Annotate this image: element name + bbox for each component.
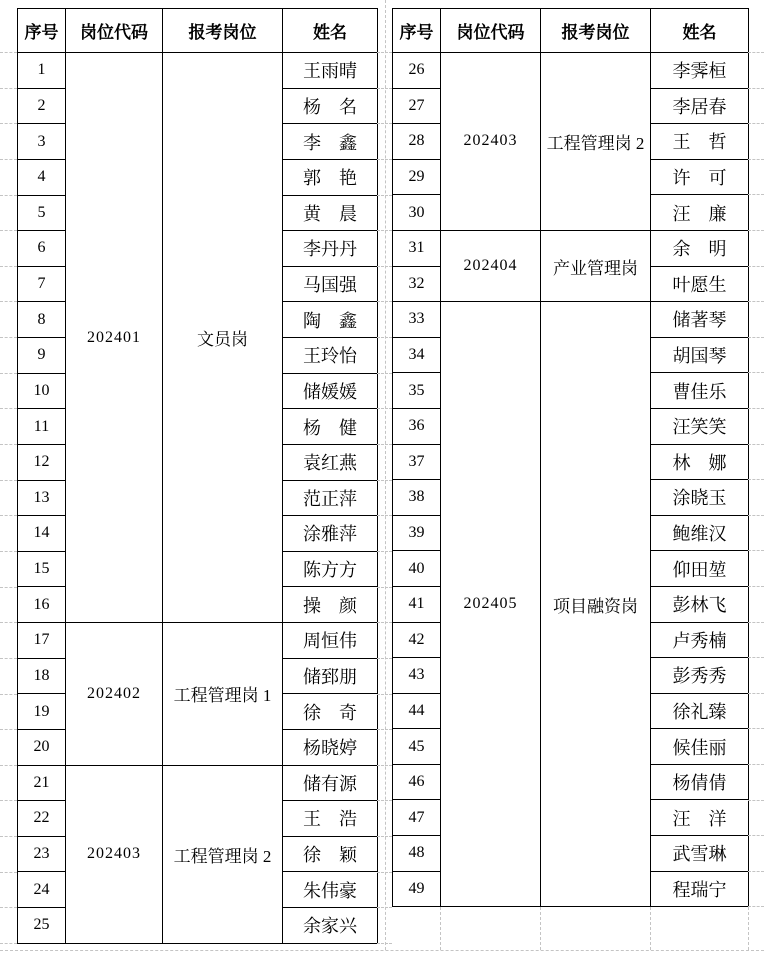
cell-candidate-name: 余 明 [651,230,749,266]
gridline-left-margin-stub [0,694,17,695]
cell-candidate-name: 黄 晨 [283,195,378,231]
cell-row-number: 29 [393,159,441,195]
header-col-position: 报考岗位 [163,9,283,53]
cell-candidate-name: 王雨晴 [283,53,378,89]
gridline-below-right-table [440,907,441,950]
table-row [393,230,749,266]
gridline-left-margin-stub [0,943,17,944]
gridline-left-margin-stub [0,266,17,267]
gridline-gap-stub [377,658,392,659]
cell-row-number: 39 [393,515,441,551]
cell-row-number: 49 [393,871,441,907]
cell-candidate-name: 叶愿生 [651,266,749,302]
gridline-right-margin-stub [748,728,764,729]
gridline-below-right-table [650,907,651,950]
cell-row-number: 40 [393,551,441,587]
gridline-right-margin-stub [748,586,764,587]
gridline-right-margin-stub [748,123,764,124]
cell-candidate-name: 范正萍 [283,480,378,516]
cell-candidate-name: 杨倩倩 [651,764,749,800]
table-row [18,53,378,89]
cell-row-number: 10 [18,373,66,409]
gridline-left-margin-stub [0,622,17,623]
gridline-below-right-table [748,907,749,950]
gridline-gap-stub [377,587,392,588]
cell-row-number: 48 [393,836,441,872]
gridline-left-margin-stub [0,230,17,231]
cell-position-title: 项目融资岗 [541,302,651,907]
cell-row-number: 16 [18,587,66,623]
cell-candidate-name: 候佳丽 [651,729,749,765]
header-col-name: 姓名 [651,9,749,53]
cell-position-title: 工程管理岗 2 [163,765,283,943]
header-row [18,9,378,53]
cell-candidate-name: 涂晓玉 [651,480,749,516]
cell-row-number: 34 [393,337,441,373]
roster-table-left [17,8,378,944]
cell-row-number: 20 [18,729,66,765]
gridline-right-margin-stub [748,800,764,801]
gridline-right-margin-stub [748,194,764,195]
cell-row-number: 26 [393,53,441,89]
cell-row-number: 7 [18,266,66,302]
gridline-left-margin-stub [0,729,17,730]
cell-candidate-name: 涂雅萍 [283,516,378,552]
gridline-left-margin-stub [0,52,17,53]
cell-candidate-name: 储有源 [283,765,378,801]
gridline-left-margin-stub [0,907,17,908]
gridline-right-margin-stub [748,301,764,302]
cell-row-number: 42 [393,622,441,658]
cell-row-number: 13 [18,480,66,516]
header-row [393,9,749,53]
cell-candidate-name: 许 可 [651,159,749,195]
cell-candidate-name: 马国强 [283,266,378,302]
cell-row-number: 11 [18,409,66,445]
gridline-gap-stub [377,694,392,695]
gridline-gap-stub [377,444,392,445]
cell-candidate-name: 徐 奇 [283,694,378,730]
cell-candidate-name: 杨晓婷 [283,729,378,765]
cell-row-number: 2 [18,88,66,124]
cell-candidate-name: 陈方方 [283,551,378,587]
gridline-right-margin-stub [748,550,764,551]
cell-candidate-name: 王 浩 [283,801,378,837]
gridline-gap-stub [377,515,392,516]
cell-row-number: 8 [18,302,66,338]
gridline-right-margin-stub [748,444,764,445]
gridline-right-margin-stub [748,906,764,907]
gridline-gap-stub [377,622,392,623]
cell-candidate-name: 王玲怡 [283,338,378,374]
cell-row-number: 12 [18,444,66,480]
cell-candidate-name: 陶 鑫 [283,302,378,338]
cell-position-code: 202401 [66,53,163,623]
table-row [18,765,378,801]
gridline-right-margin-stub [748,622,764,623]
cell-position-title: 文员岗 [163,53,283,623]
gridline-right-margin-stub [748,657,764,658]
cell-row-number: 21 [18,765,66,801]
cell-row-number: 47 [393,800,441,836]
gridline-right-margin-stub [748,337,764,338]
gridline-gap-vertical [385,0,386,950]
gridline-right-margin-stub [748,764,764,765]
gridline-left-margin-stub [0,408,17,409]
gridline-gap-stub [377,123,392,124]
gridline-right-margin-stub [748,159,764,160]
gridline-gap-stub [377,943,392,944]
cell-row-number: 15 [18,551,66,587]
gridline-gap-stub [377,337,392,338]
cell-position-code: 202405 [441,302,541,907]
cell-row-number: 41 [393,586,441,622]
gridline-gap-stub [377,551,392,552]
cell-candidate-name: 彭秀秀 [651,658,749,694]
gridline-left-margin-stub [0,765,17,766]
gridline-left-margin-stub [0,123,17,124]
cell-candidate-name: 李霁桓 [651,53,749,89]
table-row [393,53,749,89]
table-body-left [18,53,378,944]
cell-row-number: 1 [18,53,66,89]
cell-candidate-name: 郭 艳 [283,159,378,195]
cell-candidate-name: 汪笑笑 [651,408,749,444]
cell-candidate-name: 李居春 [651,88,749,124]
cell-row-number: 9 [18,338,66,374]
header-col-code: 岗位代码 [66,9,163,53]
gridline-left-margin-stub [0,480,17,481]
gridline-left-margin-stub [0,195,17,196]
cell-row-number: 27 [393,88,441,124]
gridline-gap-stub [377,88,392,89]
gridline-right-margin-stub [748,871,764,872]
gridline-right-margin-stub [748,693,764,694]
gridline-right-margin-stub [748,52,764,53]
cell-candidate-name: 余家兴 [283,908,378,944]
cell-row-number: 23 [18,836,66,872]
gridline-right-margin-stub [748,479,764,480]
cell-candidate-name: 曹佳乐 [651,373,749,409]
gridline-gap-stub [377,373,392,374]
cell-row-number: 33 [393,302,441,338]
cell-position-title: 产业管理岗 [541,230,651,301]
header-col-no: 序号 [393,9,441,53]
table-header-left [18,9,378,53]
roster-table-right [392,8,749,907]
cell-row-number: 4 [18,159,66,195]
cell-candidate-name: 彭林飞 [651,586,749,622]
cell-candidate-name: 操 颜 [283,587,378,623]
cell-row-number: 6 [18,231,66,267]
gridline-right-margin-stub [748,515,764,516]
gridline-gap-stub [377,266,392,267]
cell-position-code: 202404 [441,230,541,301]
cell-row-number: 22 [18,801,66,837]
cell-row-number: 17 [18,623,66,659]
cell-row-number: 46 [393,764,441,800]
gridline-left-margin-stub [0,836,17,837]
header-col-position: 报考岗位 [541,9,651,53]
cell-candidate-name: 周恒伟 [283,623,378,659]
cell-candidate-name: 储著琴 [651,302,749,338]
header-col-name: 姓名 [283,9,378,53]
gridline-left-margin-stub [0,872,17,873]
cell-row-number: 14 [18,516,66,552]
cell-candidate-name: 徐礼臻 [651,693,749,729]
cell-candidate-name: 储郅朋 [283,658,378,694]
table-row [18,623,378,659]
cell-candidate-name: 徐 颖 [283,836,378,872]
cell-position-title: 工程管理岗 2 [541,53,651,231]
cell-candidate-name: 仰田堃 [651,551,749,587]
cell-candidate-name: 王 哲 [651,124,749,160]
cell-position-code: 202403 [441,53,541,231]
cell-candidate-name: 朱伟豪 [283,872,378,908]
cell-row-number: 18 [18,658,66,694]
gridline-right-margin-stub [748,835,764,836]
cell-position-code: 202402 [66,623,163,766]
gridline-gap-stub [377,729,392,730]
cell-row-number: 28 [393,124,441,160]
gridline-gap-stub [377,480,392,481]
header-col-code: 岗位代码 [441,9,541,53]
cell-row-number: 35 [393,373,441,409]
cell-candidate-name: 杨 健 [283,409,378,445]
gridline-gap-stub [377,408,392,409]
table-row [393,302,749,338]
cell-candidate-name: 程瑞宁 [651,871,749,907]
cell-row-number: 24 [18,872,66,908]
cell-candidate-name: 胡国琴 [651,337,749,373]
gridline-right-margin-stub [748,88,764,89]
cell-candidate-name: 卢秀楠 [651,622,749,658]
table-header-right [393,9,749,53]
cell-row-number: 38 [393,480,441,516]
gridline-gap-stub [377,230,392,231]
cell-row-number: 30 [393,195,441,231]
gridline-gap-stub [377,301,392,302]
gridline-gap-stub [377,52,392,53]
gridline-right-margin-stub [748,266,764,267]
cell-candidate-name: 武雪琳 [651,836,749,872]
gridline-left-margin-stub [0,301,17,302]
table-body-right [393,53,749,907]
cell-candidate-name: 林 娜 [651,444,749,480]
gridline-left-margin-stub [0,800,17,801]
gridline-below-right-table [540,907,541,950]
gridline-gap-stub [377,836,392,837]
cell-candidate-name: 李 鑫 [283,124,378,160]
gridline-right-margin-stub [748,230,764,231]
header-col-no: 序号 [18,9,66,53]
cell-candidate-name: 汪 洋 [651,800,749,836]
gridline-left-margin-stub [0,587,17,588]
gridline-gap-stub [377,159,392,160]
cell-row-number: 3 [18,124,66,160]
cell-row-number: 45 [393,729,441,765]
gridline-right-margin-stub [748,372,764,373]
cell-candidate-name: 鲍维汉 [651,515,749,551]
gridline-gap-stub [377,872,392,873]
gridline-gap-stub [377,800,392,801]
gridline-left-margin-stub [0,658,17,659]
cell-row-number: 25 [18,908,66,944]
cell-row-number: 19 [18,694,66,730]
cell-candidate-name: 袁红燕 [283,444,378,480]
gridline-left-margin-stub [0,159,17,160]
cell-row-number: 31 [393,230,441,266]
cell-row-number: 44 [393,693,441,729]
gridline-left-margin-stub [0,88,17,89]
gridline-gap-stub [377,907,392,908]
gridline-left-margin-stub [0,444,17,445]
cell-row-number: 37 [393,444,441,480]
gridline-gap-stub [377,765,392,766]
gridline-left-margin-stub [0,337,17,338]
gridline-right-margin-stub [748,408,764,409]
cell-candidate-name: 汪 廉 [651,195,749,231]
cell-candidate-name: 储媛媛 [283,373,378,409]
gridline-gap-stub [377,195,392,196]
cell-candidate-name: 李丹丹 [283,231,378,267]
gridline-left-margin-stub [0,551,17,552]
gridline-bottom-horizontal [0,950,764,951]
cell-candidate-name: 杨 名 [283,88,378,124]
gridline-left-margin-stub [0,515,17,516]
cell-row-number: 36 [393,408,441,444]
cell-position-title: 工程管理岗 1 [163,623,283,766]
cell-position-code: 202403 [66,765,163,943]
cell-row-number: 32 [393,266,441,302]
gridline-left-margin-stub [0,373,17,374]
cell-row-number: 5 [18,195,66,231]
cell-row-number: 43 [393,658,441,694]
